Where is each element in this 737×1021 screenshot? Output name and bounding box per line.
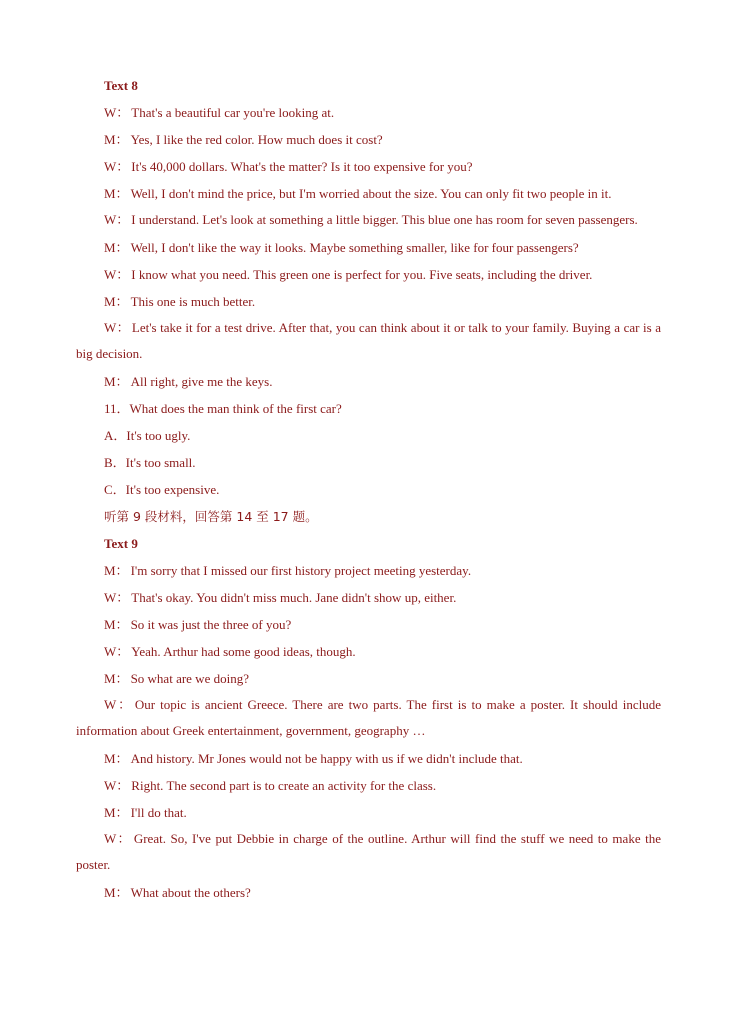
- text8-heading: Text 8: [104, 78, 138, 93]
- dialogue-text: Our topic is ancient Greece. There are two parts. The first is to make a poster. It should include information about Greek entertainment, government, geography …: [76, 697, 661, 738]
- dialogue-text: Well, I don't like the way it looks. Maybe something smaller, like for four passengers?: [130, 240, 579, 255]
- speaker-label: M：: [104, 186, 129, 201]
- speaker-label: M：: [104, 563, 129, 578]
- speaker-label: M：: [104, 751, 129, 766]
- dialogue-line: [76, 288, 661, 315]
- speaker-label: M：: [104, 374, 129, 389]
- dialogue-text: Yeah. Arthur had some good ideas, though.: [131, 644, 356, 659]
- dialogue-line: [76, 638, 661, 665]
- dialogue-text: Well, I don't mind the price, but I'm worried about the size. You can only fit two people in it.: [130, 186, 612, 201]
- speaker-label: W：: [104, 778, 130, 793]
- dialogue-text: Great. So, I've put Debbie in charge of the outline. Arthur will find the stuff we need to make the poster.: [76, 831, 661, 872]
- dialogue-text: It's 40,000 dollars. What's the matter? Is it too expensive for you?: [131, 159, 473, 174]
- speaker-label: M：: [104, 617, 129, 632]
- dialogue-paragraph: [76, 692, 661, 744]
- dialogue-text: That's okay. You didn't miss much. Jane didn't show up, either.: [131, 590, 457, 605]
- question-option-b: B．It's too small.: [104, 455, 196, 470]
- dialogue-line: [76, 799, 661, 826]
- speaker-label: M：: [104, 885, 129, 900]
- listening-instruction: 听第 9 段材料，回答第 14 至 17 题。: [104, 509, 318, 524]
- dialogue-paragraph: [76, 207, 661, 233]
- dialogue-text: This one is much better.: [130, 294, 256, 309]
- dialogue-text: Let's take it for a test drive. After that, you can think about it or talk to your family. Buying a car is a big decision.: [76, 320, 661, 361]
- question-option-a: A．It's too ugly.: [104, 428, 191, 443]
- speaker-label: M：: [104, 805, 129, 820]
- dialogue-line: [76, 234, 661, 261]
- dialogue-line: [76, 99, 661, 126]
- speaker-label: W：: [104, 644, 130, 659]
- dialogue-paragraph: [76, 315, 661, 367]
- dialogue-paragraph: [76, 826, 661, 878]
- dialogue-line: [76, 772, 661, 799]
- dialogue-text: I'll do that.: [130, 805, 187, 820]
- dialogue-line: [76, 368, 661, 395]
- speaker-label: M：: [104, 132, 129, 147]
- dialogue-text: I'm sorry that I missed our first history project meeting yesterday.: [130, 563, 472, 578]
- dialogue-text: What about the others?: [130, 885, 251, 900]
- dialogue-line: [76, 261, 661, 288]
- question-option-c: C．It's too expensive.: [104, 482, 220, 497]
- dialogue-text: So it was just the three of you?: [130, 617, 292, 632]
- speaker-label: W：: [104, 831, 132, 846]
- speaker-label: W：: [104, 212, 130, 227]
- dialogue-text: Right. The second part is to create an activity for the class.: [131, 778, 437, 793]
- speaker-label: W：: [104, 697, 133, 712]
- dialogue-line: [76, 665, 661, 692]
- speaker-label: W：: [104, 320, 130, 335]
- dialogue-text: So what are we doing?: [130, 671, 249, 686]
- dialogue-text: Yes, I like the red color. How much does it cost?: [130, 132, 383, 147]
- speaker-label: W：: [104, 159, 130, 174]
- dialogue-text: That's a beautiful car you're looking at.: [131, 105, 335, 120]
- dialogue-line: [76, 153, 661, 180]
- dialogue-line: [76, 879, 661, 906]
- speaker-label: W：: [104, 267, 130, 282]
- dialogue-line: [76, 584, 661, 611]
- speaker-label: W：: [104, 590, 130, 605]
- dialogue-line: [76, 126, 661, 153]
- speaker-label: M：: [104, 240, 129, 255]
- dialogue-line: [76, 745, 661, 772]
- dialogue-text: All right, give me the keys.: [130, 374, 273, 389]
- dialogue-text: I know what you need. This green one is perfect for you. Five seats, including the driver.: [131, 267, 593, 282]
- dialogue-line: [76, 180, 661, 207]
- dialogue-text: I understand. Let's look at something a little bigger. This blue one has room for seven passengers.: [131, 212, 638, 227]
- question-stem: 11．What does the man think of the first car?: [104, 401, 342, 416]
- speaker-label: M：: [104, 671, 129, 686]
- speaker-label: W：: [104, 105, 130, 120]
- speaker-label: M：: [104, 294, 129, 309]
- dialogue-line: [76, 611, 661, 638]
- dialogue-line: [76, 557, 661, 584]
- text9-heading: Text 9: [104, 536, 138, 551]
- dialogue-text: And history. Mr Jones would not be happy with us if we didn't include that.: [130, 751, 523, 766]
